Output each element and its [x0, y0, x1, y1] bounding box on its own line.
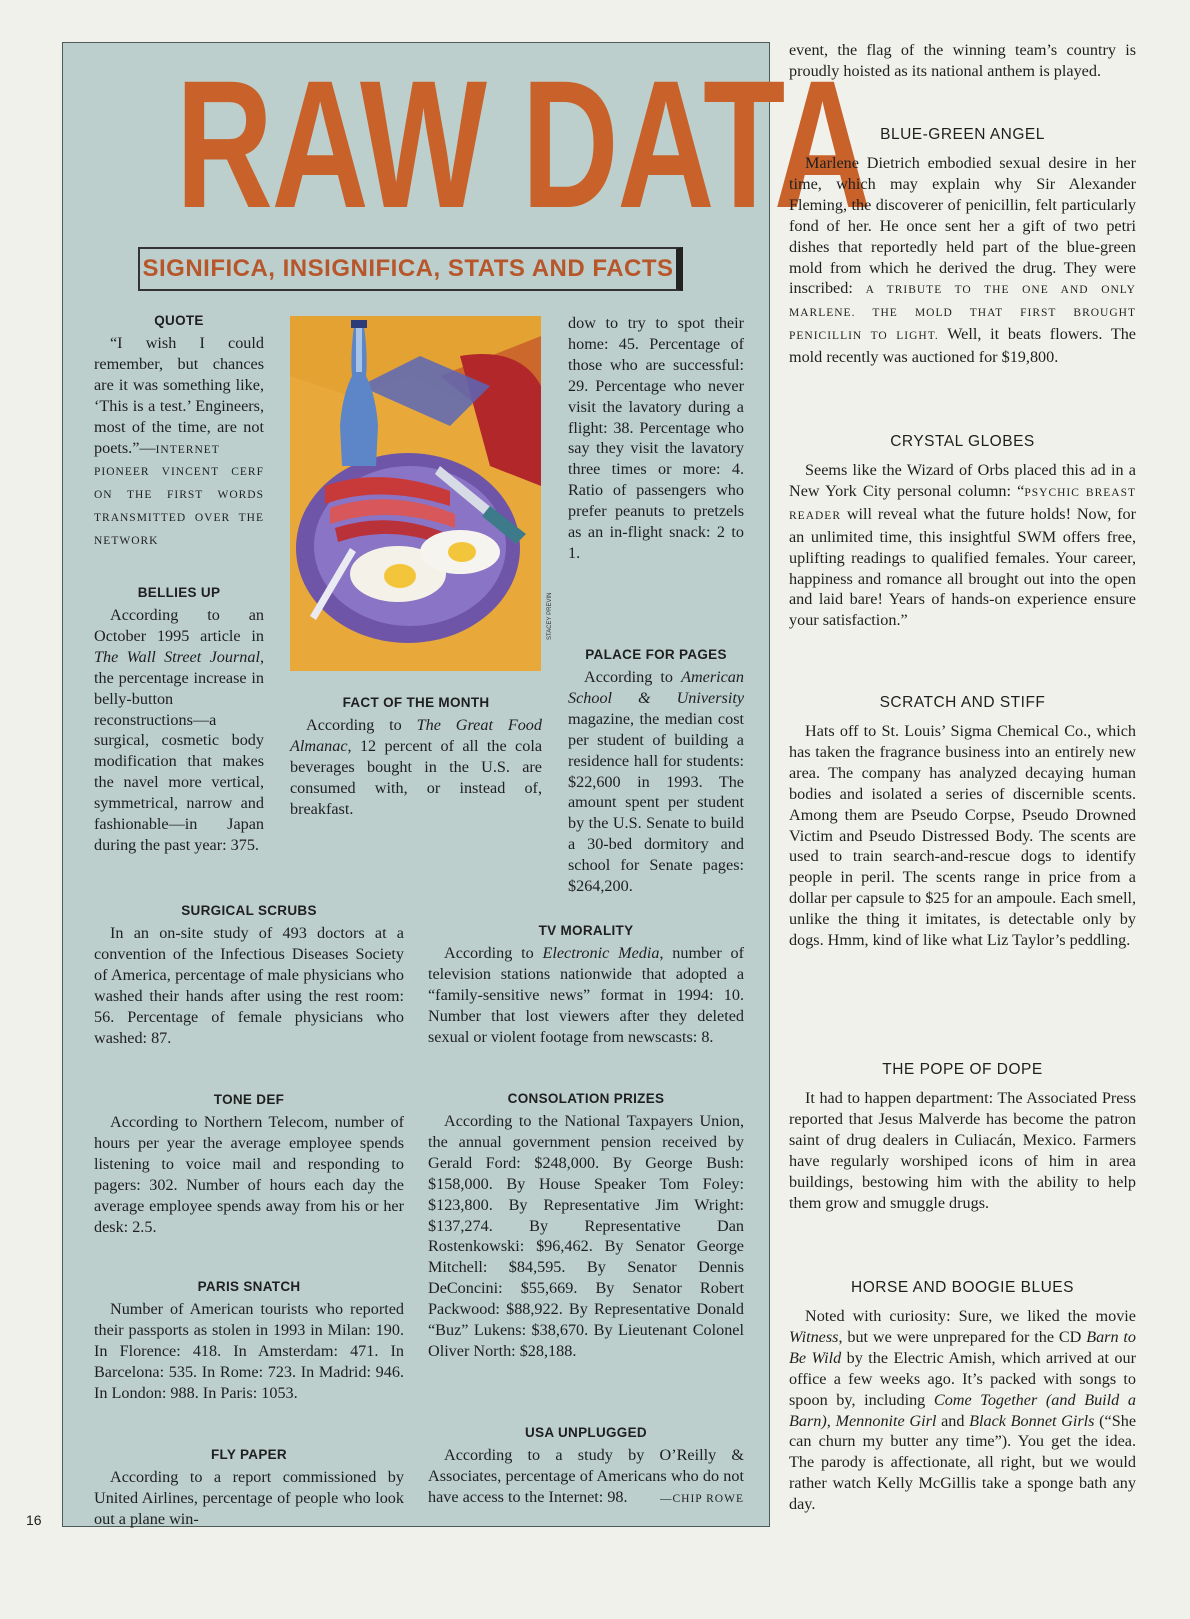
horse-text-5: (“She can churn my butter any time”). You get the idea. The parody is affectionate, all right, but we would rather watch Kelly McGillis take a sponge bath any day. [789, 1411, 1137, 1514]
fact-heading: FACT OF THE MONTH [342, 695, 490, 710]
quote-section [94, 312, 264, 552]
subtitle-banner: SIGNIFICA, INSIGNIFICA, STATS AND FACTS [138, 247, 683, 291]
page-number: 16 [26, 1512, 42, 1528]
fly-paper-continuation [568, 313, 744, 564]
pope-heading: THE POPE OF DOPE [882, 1061, 1043, 1078]
crystal-heading: CRYSTAL GLOBES [890, 433, 1035, 450]
fact-text-1: According to [306, 716, 417, 734]
palace-heading: PALACE FOR PAGES [585, 647, 727, 662]
masthead-title: RAW DATA [175, 42, 870, 246]
tv-source: Electronic Media [542, 944, 660, 962]
tv-morality-section [428, 922, 744, 1048]
bellies-up-source: The Wall Street Journal [94, 647, 260, 666]
scratch-and-stiff-section [789, 693, 1136, 951]
usa-unplugged-section [428, 1424, 744, 1510]
usa-text: According to a study by O’Reilly & Associates, percentage of Americans who do not have access to the Internet: 98. [428, 1446, 744, 1506]
consolation-prizes-section [428, 1090, 744, 1362]
quote-attribution: INTERNET PIONEER VINCENT CERF ON THE FIRST WORDS TRANSMITTED OVER THE NETWORK [94, 443, 264, 548]
bellies-up-text-1: According to an October 1995 article in [94, 606, 264, 645]
paris-heading: PARIS SNATCH [197, 1279, 301, 1294]
quote-text: “I wish I could remember, but chances are it was something like, ‘This is a test.’ Engineers, most of the time, are not poets.”— [94, 334, 264, 457]
breakfast-cola-illustration [290, 316, 541, 671]
angel-text-2: Well, it beats flowers. The mold recently was auctioned for $19,800. [789, 325, 1136, 367]
tone-heading: TONE DEF [213, 1092, 285, 1107]
horse-text-1: Noted with curiosity: Sure, we liked the movie [805, 1307, 1136, 1325]
bellies-up-text-2: , the percentage increase in belly-button reconstructions—a surgical, cosmetic body modification that makes the navel more vertical, symmetrical, narrow and fashionable—in Japan during the past year: 375. [94, 647, 264, 854]
fly-heading: FLY PAPER [211, 1447, 287, 1462]
consolation-text: According to the National Taxpayers Union, the annual government pension received by Gerald Ford: $248,000. By George Bush: $158,000. By House Speaker Tom Foley: $123,800. By Representative Jim Wright: $137,274. By Representative Dan Rostenkowski: $96,462. By Senator George Mitchell: $84,595. By Senator Dennis DeConcini: $55,669. By Senator Robert Packwood: $88,922. By Representative Donald “Buz” Lukens: $38,670. By Lieutenant Colonel Oliver North: $28,188. [428, 1112, 744, 1360]
palace-source: American School & University [568, 668, 744, 707]
surgical-text: In an on-site study of 493 doctors at a convention of the Infectious Diseases Society of America, percentage of male physicians who washed their hands after using the rest room: 56. Percentage of female physicians who washed: 87. [94, 924, 404, 1047]
fly-paper-continued-text: dow to try to spot their home: 45. Percentage of those who are successful: 29. Percentage who never visit the lavatory during a flight: 38. Percentage who say they visit the lavatory three times or more: 4. Ratio of passengers who prefer peanuts to pretzels as an in-flight snack: 2 to 1. [568, 314, 744, 562]
illustration-credit: STACEY PREVIN [547, 592, 553, 640]
horse-text-2: , but we were unprepared for the CD [838, 1327, 1087, 1346]
horse-text-4: and [936, 1411, 970, 1430]
scratch-text: Hats off to St. Louis’ Sigma Chemical Co., which has taken the fragrance business into an entirely new area. The company has analyzed decaying human bodies and isolated a series of discernible scents. Among them are Pseudo Corpse, Pseudo Drowned Victim and Pseudo Distressed Body. The scents are used to train search-and-rescue dogs to identify people in peril. The scents range in price from a dollar per capsule to $25 for an ampoule. Each smell, unlike the thing it imitates, is detectable only by dogs. Hmm, kind of like what Liz Taylor’s peddling. [789, 722, 1136, 950]
surgical-scrubs-section [94, 902, 404, 1048]
tone-text: According to Northern Telecom, number of hours per year the average employee spends listening to voice mail and responding to pagers: 302. Number of hours each day the average employee spends away from his or her desk: 2.5. [94, 1113, 404, 1236]
horse-title-witness: Witness [789, 1327, 839, 1346]
paris-snatch-section [94, 1278, 404, 1404]
bellies-up-heading: BELLIES UP [137, 585, 221, 600]
crystal-ad-caps: PSYCHIC BREAST READER [789, 486, 1136, 522]
fact-of-the-month-section [290, 694, 542, 820]
horse-heading: HORSE AND BOOGIE BLUES [851, 1279, 1074, 1296]
horse-text-3: by the Electric Amish, which arrived at our office a few weeks ago. It’s packed with songs to spoon by, including [789, 1348, 1136, 1409]
crystal-globes-section [789, 432, 1136, 631]
fact-source: The Great Food Almanac [290, 716, 542, 755]
flag-continued-text: event, the flag of the winning team’s country is proudly hoisted as its national anthem is played. [789, 41, 1136, 80]
palace-text-1: According to [584, 668, 682, 686]
pope-of-dope-section [789, 1060, 1136, 1213]
crystal-text-2: will reveal what the future holds! Now, for an unlimited time, this insightful SWM offers free, uplifting readings to qualified females. Your career, happiness and romance all brought out into the open and laid bare! Years of hands-on experience ensure your satisfaction.” [789, 504, 1136, 630]
tv-text-2: , number of television stations nationwide that adopted a “family-sensitive news” format in 1994: 10. Number that lost viewers after they deleted sexual or violent footage from newscasts: 8. [428, 944, 744, 1046]
angel-inscription: A TRIBUTE TO THE ONE AND ONLY MARLENE. THE MOLD THAT FIRST BROUGHT PENICILLIN TO LIGHT. [789, 284, 1136, 343]
usa-heading: USA UNPLUGGED [525, 1425, 647, 1440]
palace-for-pages-section [568, 646, 744, 897]
tone-def-section [94, 1091, 404, 1237]
bellies-up-section [94, 584, 264, 856]
crystal-text-1: Seems like the Wizard of Orbs placed this ad in a New York City personal column: “ [789, 461, 1136, 500]
angel-heading: BLUE-GREEN ANGEL [880, 126, 1045, 143]
fly-paper-section [94, 1446, 404, 1530]
flag-continuation [789, 40, 1136, 82]
quote-heading: QUOTE [154, 313, 204, 328]
horse-title-songs: Come Together (and Build a Barn), Mennonite Girl [789, 1390, 1136, 1430]
fly-text: According to a report commissioned by United Airlines, percentage of people who look out a plane win- [94, 1468, 404, 1528]
blue-green-angel-section [789, 125, 1136, 368]
pope-text: It had to happen department: The Associated Press reported that Jesus Malverde has become the patron saint of drug dealers in Culiacán, Mexico. Farmers have regularly worshiped icons of him in area buildings, bestowing him with the ability to help them grow and smuggle drugs. [789, 1089, 1136, 1212]
scratch-heading: SCRATCH AND STIFF [879, 694, 1046, 711]
tv-text-1: According to [444, 944, 543, 962]
paris-text: Number of American tourists who reported their passports as stolen in 1993 in Milan: 190. In Florence: 418. In Amsterdam: 471. In Barcelona: 535. In Rome: 723. In Madrid: 946. In London: 988. In Paris: 1053. [94, 1300, 404, 1402]
consolation-heading: CONSOLATION PRIZES [507, 1091, 665, 1106]
tv-heading: TV MORALITY [538, 923, 634, 938]
usa-byline: —CHIP ROWE [659, 1492, 744, 1505]
palace-text-2: magazine, the median cost per student of building a residence hall for students: $22,600 in 1993. The amount spent per student by the U.S. Senate to build a 30-bed dormitory and school for Senate pages: $264,200. [568, 709, 744, 896]
surgical-heading: SURGICAL SCRUBS [181, 903, 317, 918]
horse-title-bonnet: Black Bonnet Girls [969, 1411, 1095, 1430]
fact-text-2: , 12 percent of all the cola beverages bought in the U.S. are consumed with, or instead of, breakfast. [290, 736, 542, 818]
horse-and-boogie-section [789, 1278, 1136, 1515]
horse-title-barn: Barn to Be Wild [789, 1327, 1137, 1367]
angel-text-1: Marlene Dietrich embodied sexual desire in her time, which may explain why Sir Alexander Fleming, the discoverer of penicillin, felt particularly fond of her. He once sent her a gift of two petri dishes that reportedly held part of the blue-green mold from which he derived the drug. They were inscribed: [789, 154, 1136, 298]
